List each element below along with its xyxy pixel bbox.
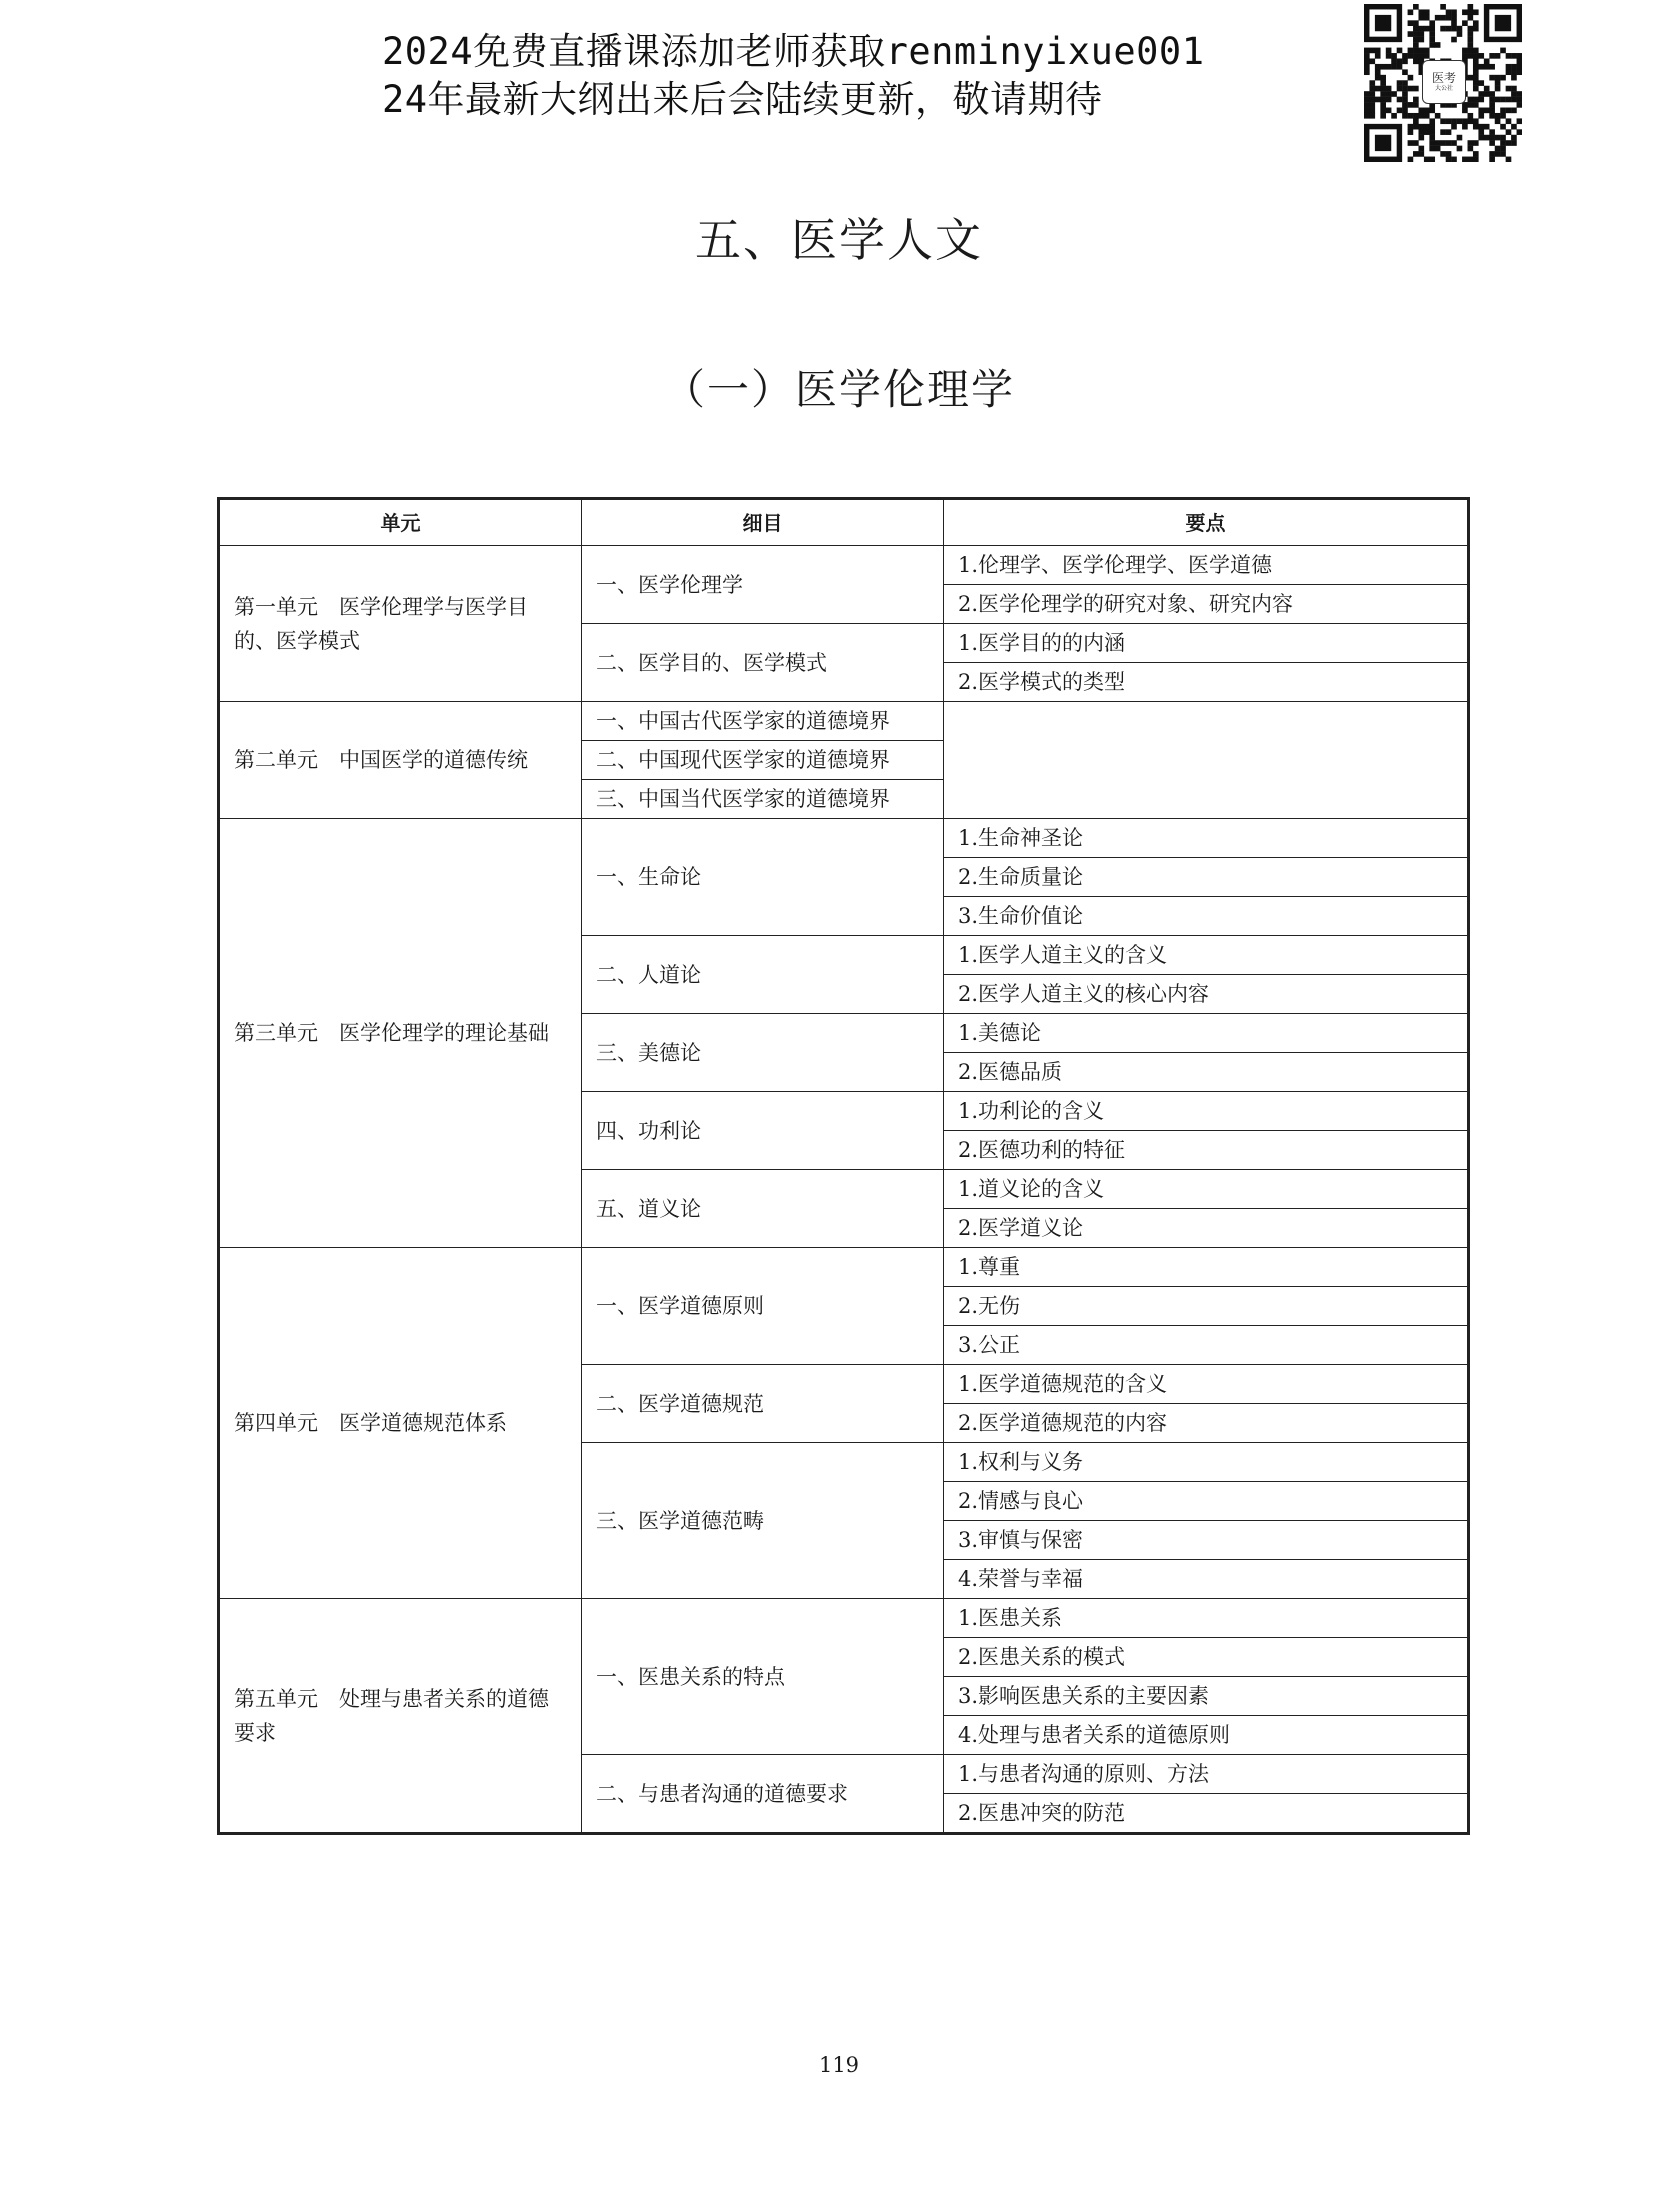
- qr-logo-subtext: 大公社: [1434, 85, 1453, 92]
- point-cell: 1.与患者沟通的原则、方法: [944, 1755, 1469, 1794]
- point-cell: 1.权利与义务: [944, 1443, 1469, 1482]
- point-cell: 2.医学伦理学的研究对象、研究内容: [944, 585, 1469, 624]
- point-cell: 2.医患关系的模式: [944, 1638, 1469, 1677]
- point-cell: 4.处理与患者关系的道德原则: [944, 1716, 1469, 1755]
- promo-line-1: 2024免费直播课添加老师获取renminyixue001: [382, 30, 1205, 73]
- item-cell: 一、中国古代医学家的道德境界: [582, 702, 944, 741]
- item-cell: 一、医患关系的特点: [582, 1599, 944, 1755]
- item-cell: 二、人道论: [582, 936, 944, 1014]
- table-row: [219, 1248, 1469, 1287]
- table-row: [219, 702, 1469, 741]
- point-cell: 1.医学道德规范的含义: [944, 1365, 1469, 1404]
- point-cell: 1.伦理学、医学伦理学、医学道德: [944, 546, 1469, 585]
- section-title: 五、医学人文: [695, 213, 983, 267]
- item-cell: 三、中国当代医学家的道德境界: [582, 780, 944, 819]
- point-cell: 2.医学道义论: [944, 1209, 1469, 1248]
- promo-line-2: 24年最新大纲出来后会陆续更新，敬请期待: [382, 78, 1103, 121]
- point-cell: 1.美德论: [944, 1014, 1469, 1053]
- point-cell: 1.道义论的含义: [944, 1170, 1469, 1209]
- point-cell: 3.公正: [944, 1326, 1469, 1365]
- table-header-row: [219, 499, 1469, 546]
- qr-code: [1364, 4, 1522, 162]
- point-cell: 1.功利论的含义: [944, 1092, 1469, 1131]
- subsection-title: （一）医学伦理学: [662, 365, 1015, 414]
- point-cell: 1.医患关系: [944, 1599, 1469, 1638]
- item-cell: 一、生命论: [582, 819, 944, 936]
- point-cell: 3.审慎与保密: [944, 1521, 1469, 1560]
- point-cell: 2.情感与良心: [944, 1482, 1469, 1521]
- point-cell: 2.医德功利的特征: [944, 1131, 1469, 1170]
- header-points: 要点: [944, 499, 1469, 546]
- point-cell: 2.医学道德规范的内容: [944, 1404, 1469, 1443]
- item-cell: 三、医学道德范畴: [582, 1443, 944, 1599]
- point-cell-empty: [944, 702, 1469, 819]
- point-cell: 3.影响医患关系的主要因素: [944, 1677, 1469, 1716]
- point-cell: 3.生命价值论: [944, 897, 1469, 936]
- item-cell: 一、医学道德原则: [582, 1248, 944, 1365]
- point-cell: 2.生命质量论: [944, 858, 1469, 897]
- point-cell: 2.无伤: [944, 1287, 1469, 1326]
- unit-cell: 第四单元 医学道德规范体系: [219, 1248, 582, 1599]
- unit-cell: 第五单元 处理与患者关系的道德要求: [219, 1599, 582, 1834]
- point-cell: 1.生命神圣论: [944, 819, 1469, 858]
- item-cell: 一、医学伦理学: [582, 546, 944, 624]
- qr-logo: [1422, 60, 1466, 104]
- item-cell: 四、功利论: [582, 1092, 944, 1170]
- item-cell: 二、医学道德规范: [582, 1365, 944, 1443]
- point-cell: 1.医学目的的内涵: [944, 624, 1469, 663]
- item-cell: 二、医学目的、医学模式: [582, 624, 944, 702]
- point-cell: 2.医患冲突的防范: [944, 1794, 1469, 1834]
- unit-cell: 第一单元 医学伦理学与医学目的、医学模式: [219, 546, 582, 702]
- point-cell: 1.医学人道主义的含义: [944, 936, 1469, 975]
- header-unit: 单元: [219, 499, 582, 546]
- table-row: [219, 546, 1469, 585]
- point-cell: 4.荣誉与幸福: [944, 1560, 1469, 1599]
- promo-banner: [382, 28, 1204, 124]
- syllabus-table: [217, 497, 1470, 1835]
- header-item: 细目: [582, 499, 944, 546]
- point-cell: 2.医学人道主义的核心内容: [944, 975, 1469, 1014]
- table-row: [219, 1599, 1469, 1638]
- item-cell: 三、美德论: [582, 1014, 944, 1092]
- point-cell: 2.医学模式的类型: [944, 663, 1469, 702]
- unit-cell: 第二单元 中国医学的道德传统: [219, 702, 582, 819]
- point-cell: 1.尊重: [944, 1248, 1469, 1287]
- item-cell: 五、道义论: [582, 1170, 944, 1248]
- qr-logo-text: 医考: [1431, 71, 1456, 85]
- item-cell: 二、中国现代医学家的道德境界: [582, 741, 944, 780]
- item-cell: 二、与患者沟通的道德要求: [582, 1755, 944, 1834]
- page-number: 119: [818, 2053, 860, 2077]
- unit-cell: 第三单元 医学伦理学的理论基础: [219, 819, 582, 1248]
- table-row: [219, 819, 1469, 858]
- point-cell: 2.医德品质: [944, 1053, 1469, 1092]
